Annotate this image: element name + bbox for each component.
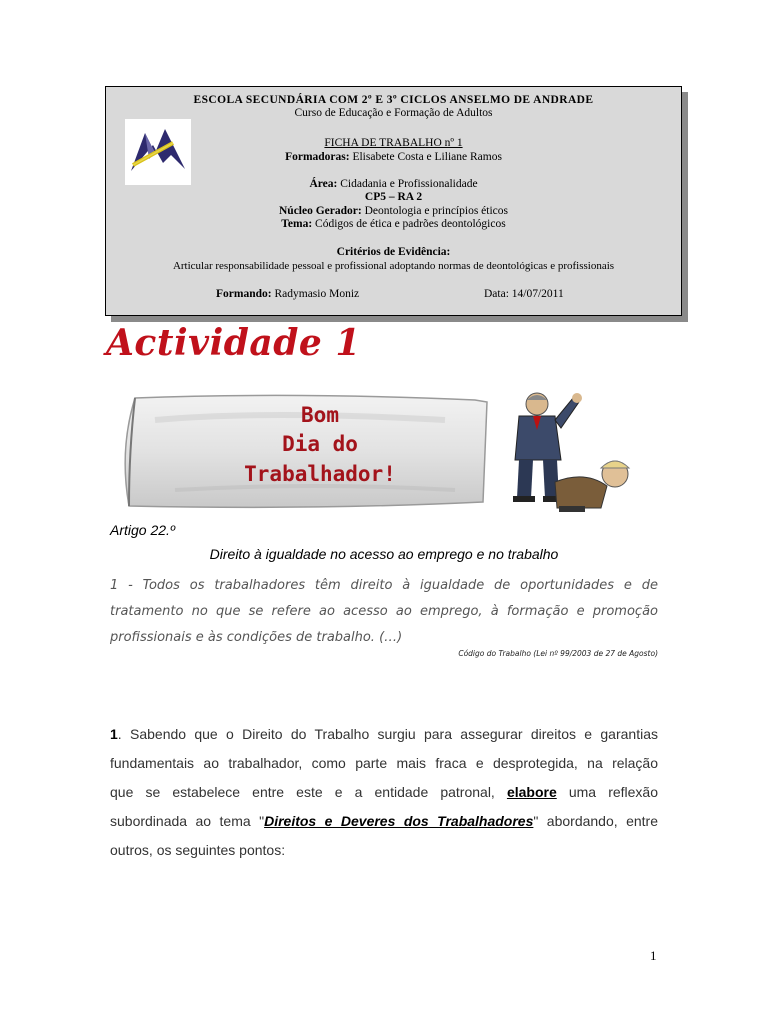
article-line-1: 1 - Todos os trabalhadores têm direito à igualdade de oportunidades e de [110, 578, 658, 593]
article-subtitle: Direito à igualdade no acesso ao emprego e no trabalho [209, 546, 559, 562]
criterios-label: Critérios de Evidência: [336, 246, 451, 258]
tema-line: Tema: Códigos de ética e padrões deontológicos [281, 218, 506, 230]
criterios-text: Articular responsabilidade pessoal e profissional adoptando normas de deontológicas e profissionais [172, 260, 615, 272]
area-line: Área: Cidadania e Profissionalidade [309, 178, 478, 190]
question-line-5: outros, os seguintes pontos: [110, 842, 286, 858]
article-line-3: profissionais e às condições de trabalho. (…) [110, 630, 403, 645]
cp5-line: CP5 – RA 2 [364, 191, 423, 203]
date-line: Data: 14/07/2011 [484, 288, 564, 300]
elabore-keyword: elabore [506, 784, 557, 800]
question-number: 1 [110, 726, 118, 742]
ficha-title: FICHA DE TRABALHO nº 1 [324, 137, 463, 149]
question-line-3: que se estabelece entre este e a entidade patronal, elabore uma reflexão [110, 784, 658, 800]
question-line-1: 1. Sabendo que o Direito do Trabalho surgiu para assegurar direitos e garantias [110, 726, 658, 742]
workers-day-banner [115, 390, 655, 514]
page-number: 1 [650, 948, 657, 963]
activity-title: Actividade 1 [106, 322, 361, 364]
question-line-4: subordinada ao tema "Direitos e Deveres dos Trabalhadores" abordando, entre [110, 813, 659, 829]
article-number: Artigo 22.º [110, 522, 176, 538]
school-name: ESCOLA SECUNDÁRIA COM 2º E 3º CICLOS ANSELMO DE ANDRADE [193, 94, 594, 106]
course-name: Curso de Educação e Formação de Adultos [294, 107, 493, 119]
question-line-2: fundamentais ao trabalhador, como parte mais fraca e desprotegida, na relação [110, 755, 658, 771]
article-line-2: tratamento no que se refere ao acesso ao emprego, à formação e promoção [110, 604, 658, 619]
article-source: Código do Trabalho (Lei nº 99/2003 de 27 de Agosto) [458, 649, 658, 658]
article-body [110, 573, 658, 651]
formando-line: Formando: Radymasio Moniz [216, 288, 360, 300]
formadoras-line: Formadoras: Elisabete Costa e Liliane Ramos [285, 151, 502, 163]
banner-line-1: Bom [301, 403, 339, 427]
kneeling-worker-icon [555, 461, 629, 512]
question-1 [110, 720, 658, 865]
header-box [105, 86, 682, 316]
theme-title: Direitos e Deveres dos Trabalhadores [264, 813, 534, 829]
banner-line-3: Trabalhador! [244, 462, 396, 486]
banner-line-2: Dia do [282, 432, 358, 456]
nucleo-line: Núcleo Gerador: Deontologia e princípios éticos [279, 205, 508, 217]
